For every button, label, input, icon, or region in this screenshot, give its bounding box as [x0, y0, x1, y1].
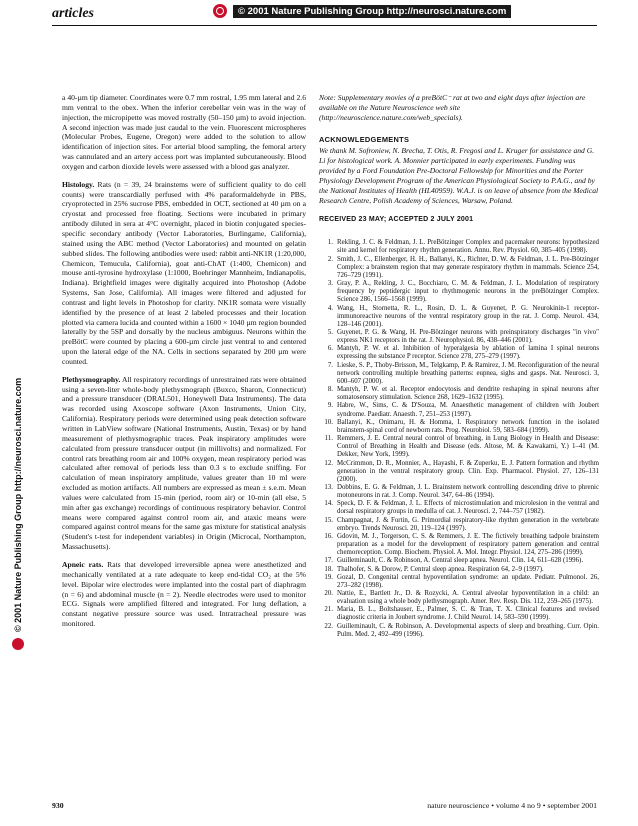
reference-number: 13.	[324, 483, 333, 491]
histology-paragraph	[62, 180, 306, 367]
reference-item	[319, 574, 599, 590]
apneic-rats-text: Rats that developed irreversible apnea were anesthetized and mechanically ventilated at a rate adequate to keep end-tidal CO₂ at the 5% level. Bipolar wire electrodes were implanted into the costal part of diaphragm (n = 6) and abdominal muscle (n = 2). Needle electrodes were used to monitor ECG. Signals were amplified filtered and integrated. For lung deflation, a constant negative pressure source was used. Intratracheal pressure was monitored.	[62, 559, 306, 629]
apneic-rats-heading: Apneic rats.	[62, 559, 104, 569]
reference-item	[319, 606, 599, 622]
reference-number: 2.	[327, 255, 333, 263]
reference-text: Guilleminault, C. & Robinson, A. Central sleep apnea. Neurol. Clin. 14, 611–628 (1996).	[337, 557, 584, 565]
reference-number: 8.	[327, 386, 333, 394]
supplementary-note: Note: Supplementary movies of a preBötC⁻ rat at two and eight days after injection are available on the Nature Neuroscience web site (http://neuroscience.nature.com/web_specials).	[319, 93, 586, 122]
reference-text: Guyenet, P. G. & Wang, H. Pre-Bötzinger neurons with preinspiratory discharges "in vivo" express NK1 receptors in the rat. J. Neurophysiol. 86, 438–446 (2001).	[337, 329, 599, 345]
reference-number: 7.	[327, 361, 333, 369]
histology-text: Rats (n = 39, 24 brainstems were of sufficient quality to do cell counts) were transcardially perfused with 4% paraformaldehyde in PBS, cryoprotected in 25% sucrose PBS, embedded in OCT, sectioned at 40 µm on a cryostat and processed free floating. Sections were incubated in primary antibody diluted in sera at 4°C overnight, placed in biotin conjugated species-specific secondary antibody (Vector Laboratories, Burlingame, California), stained using the ABC method (Vector Laboratories) and mounted on gelatin subbed slides. The following antibodies were used: rabbit anti-NK1R (1:20,000, Chemicon, Temucula, California), goat anti-ChAT (1:400, Chemicon) and mouse anti-tyrosine hydroxylase (1:1000, Boehringer Mannheim, Indianapolis, Indiana). Brightfield images were digitally acquired into Photoshop (Adobe Systems, San Jose, California). All images were filtered and adjusted for contrast and light levels in Photoshop for clarity. NK1R somata were visually identified by the presence of at least 2 labeled processes and their location plotted via camera lucida and counted within a 1600 × 1040 µm region bounded laterally by the 5SP and dorsally by the nucleus ambiguus. Neurons within the preBötC were counted by placing a 600-µm circle just ventral to and centered upon the lateral edge of the NA. Cells in sections separated by 200 µm were counted.	[62, 179, 306, 366]
plethysmography-heading: Plethysmography.	[62, 374, 121, 384]
reference-number: 16.	[324, 532, 333, 540]
reference-text: Lieske, S. P., Thoby-Brisson, M., Telgkamp, P. & Ramirez, J. M. Reconfiguration of the neural network controlling multiple breathing patterns: eupnea, sighs and gasps. Nat. Neurosci. 3, 600–607 (2000).	[337, 361, 599, 385]
header-rule	[52, 25, 597, 26]
right-column	[319, 93, 599, 639]
reference-item	[319, 500, 599, 516]
reference-number: 22.	[324, 622, 333, 630]
reference-number: 15.	[324, 516, 333, 524]
reference-text: Nattie, E., Bartlett Jr., D. & Rozycki, A. Central alveolar hypoventilation in a child: an evaluation using a whole body plethysmograph. Amer. Rev. Resp. Dis. 112, 259–265 (1975).	[337, 590, 599, 606]
reference-text: Champagnat, J. & Fortin, G. Primordial respiratory-like rhythm generation in the vertebrate embryo. Trends Neurosci. 20, 119–124 (1997).	[337, 516, 599, 532]
reference-text: Guilleminault, C. & Robinson, A. Developmental aspects of sleep and breathing. Curr. Opin. Pulm. Med. 2, 492–499 (1996).	[337, 622, 599, 638]
histology-heading: Histology.	[62, 179, 95, 189]
reference-number: 18.	[324, 565, 333, 573]
reference-number: 1.	[327, 239, 333, 247]
section-label: articles	[52, 6, 94, 21]
reference-item	[319, 557, 599, 565]
reference-number: 4.	[327, 304, 333, 312]
reference-number: 17.	[324, 557, 333, 565]
reference-number: 3.	[327, 280, 333, 288]
reference-text: Rekling, J. C. & Feldman, J. L. PreBötzinger Complex and pacemaker neurons: hypothesized site and kernel for respiratory rhythm generation. Annu. Rev. Physiol. 60, 385–405 (1998).	[337, 239, 599, 255]
reference-item	[319, 623, 599, 639]
npg-side-logo-icon	[12, 638, 24, 650]
received-accepted-dates: RECEIVED 23 MAY; ACCEPTED 2 JULY 2001	[319, 216, 474, 224]
reference-item	[319, 280, 599, 304]
acknowledgements-heading: ACKNOWLEDGEMENTS	[319, 134, 410, 144]
copyright-strip	[213, 3, 511, 19]
acknowledgements-text: We thank M. Sofroniew, N. Brecha, T. Otis, R. Fregosi and L. Kruger for assistance and G. Li for histological work. A. Monnier participated in early experiments. Funding was provided by a Ford Foundation Pre-Doctoral Fellowship for Minorities and the Porter Physiology Development Program of the American Physiological Society to P.A.G., and by the National Institutes of Health (HL40959). W.A.J. is on leave of absence from the Medical Research Centre, Polish Academy of Sciences, Warsaw, Poland.	[319, 146, 599, 205]
reference-text: Wang, H., Stornetta, R. L., Rosin, D. L. & Guyenet, P. G. Neurokinin-1 receptor-immunoreactive neurons of the ventral respiratory group in the rat. J. Comp. Neurol. 434, 128–146 (2001).	[337, 304, 599, 328]
reference-text: Gozal, D. Congenital central hypoventilation syndrome: an update. Pediatr. Pulmonol. 26, 273–282 (1998).	[337, 573, 599, 589]
reference-number: 11.	[324, 435, 333, 443]
reference-text: Gdovin, M. J., Torgerson, C. S. & Remmers, J. E. The fictively breathing tadpole brainstem preparation as a model for the development of respiratory pattern generation and central chemoreception. Comp. Biochem. Physiol. A. Mol. Integr. Physiol. 124, 275–286 (1999).	[337, 532, 599, 557]
npg-logo-icon	[213, 4, 227, 18]
reference-number: 10.	[324, 418, 333, 426]
reference-number: 6.	[327, 345, 333, 353]
reference-number: 5.	[327, 329, 333, 336]
plethysmography-paragraph	[62, 375, 306, 552]
reference-item	[319, 362, 599, 386]
reference-item	[319, 517, 599, 533]
side-banner-text: © 2001 Nature Publishing Group http://neurosci.nature.com	[13, 377, 23, 632]
side-banner	[4, 150, 23, 650]
reference-number: 12.	[324, 459, 333, 467]
reference-number: 19.	[324, 573, 333, 581]
reference-item	[319, 484, 599, 500]
reference-item	[319, 566, 599, 574]
reference-text: Ballanyi, K., Onimaru, H. & Homma, I. Respiratory network function in the isolated brainstem-spinal cord of newborn rats. Prog. Neurobiol. 59, 583–684 (1999).	[337, 418, 599, 434]
reference-item	[319, 533, 599, 557]
plethysmography-text: All respiratory recordings of unrestrained rats were obtained using a seven-liter whole-body plethysmograph (Buxco, Sharon, Connecticut) and a pressure transducer (DRAL501, Honeywell Data Instruments). The data was recorded using Axoscope software (Axon Instruments, Union City, California). Respiratory periods were determined using peak detection software written in LabView software (National Instruments, Austin, Texas) or by hand measurement of plethysmographic traces. Peak inspiratory amplitudes were calculated from pressure transducer output (in millivolts) and normalized. For control rats breathing room air and 100% oxygen, mean respiratory period was calculated after removal of periods less than 0.3 s to exclude sniffing. For calculation of mean inspiratory amplitude, values greater than 10 ml were excluded as motion artifacts. All numbers are expressed as mean ± s.e.m. Mean values were calculated from 15-min (period, room air) or 10-min (all else, 5 min after gas exchange) recordings of continuous respiratory behavior. Control means were compared against control room air, and ataxic means were compared against control means for the same gas mixture for statistical analysis (Student's t-test for independent variables) in Origin (Microcal, Northampton, Massachusetts).	[62, 374, 306, 552]
reference-number: 9.	[327, 402, 333, 410]
reference-item	[319, 329, 599, 345]
reference-item	[319, 345, 599, 361]
reference-item	[319, 460, 599, 484]
reference-text: Smith, J. C., Ellenberger, H. H., Ballanyi, K., Richter, D. W. & Feldman, J. L. Pre-Bötzinger Complex: a brainstem region that may generate respiratory rhythm in mammals. Science 254, 726–729 (1991).	[337, 255, 599, 279]
apneic-rats-paragraph	[62, 560, 306, 629]
reference-text: Speck, D. F. & Feldman, J. L. Effects of microstimulation and microlesion in the ventral and dorsal respiratory groups in medulla of cat. J. Neurosci. 2, 744–757 (1982).	[337, 500, 599, 516]
reference-text: Remmers, J. E. Central neural control of breathing, in Lung Biology in Health and Disease: Control of Breathing in Health and Disease (eds. Altose, M. & Kawakami, Y.) 1–41 (M. Dekker, New York, 1999).	[337, 435, 599, 459]
reference-number: 21.	[324, 606, 333, 614]
journal-info: nature neuroscience • volume 4 no 9 • september 2001	[427, 801, 597, 810]
reference-item	[319, 435, 599, 459]
reference-item	[319, 419, 599, 435]
reference-item	[319, 239, 599, 255]
reference-number: 20.	[324, 590, 333, 597]
reference-text: Mantyh, P. W. et al. Receptor endocytosis and dendrite reshaping in spinal neurons after somatosensory stimulation. Science 268, 1629–1632 (1995).	[337, 386, 599, 402]
page-number: 930	[52, 801, 64, 810]
reference-list	[319, 239, 599, 639]
reference-text: Gray, P. A., Rekling, J. C., Bocchiaro, C. M. & Feldman, J. L. Modulation of respiratory frequency by peptidergic input to rhythmogenic neurons in the preBötzinger Complex. Science 286, 1566–1568 (1999).	[337, 280, 599, 304]
copyright-text: © 2001 Nature Publishing Group http://neurosci.nature.com	[233, 5, 511, 18]
reference-number: 14.	[324, 500, 333, 508]
reference-text: Thalhofer, S. & Dorow, P. Central sleep apnea. Respiration 64, 2–9 (1997).	[337, 565, 544, 573]
reference-item	[319, 256, 599, 280]
reference-text: Mantyh, P. W. et al. Inhibition of hyperalgesia by ablation of lamina I spinal neurons expressing the substance P receptor. Science 278, 275–279 (1997).	[337, 345, 599, 361]
reference-text: Maria, B. L., Boltshauser, E., Palmer, S. C. & Tran, T. X. Clinical features and revised diagnostic criteria in Joubert syndrome. J. Child Neurol. 14, 583–590 (1999).	[337, 606, 599, 622]
reference-item	[319, 402, 599, 418]
reference-item	[319, 305, 599, 329]
reference-text: McCrimmon, D. R., Monnier, A., Hayashi, F. & Zuperku, E. J. Pattern formation and rhythm generation in the ventral respiratory group. Clin. Exp. Pharmacol. Physiol. 27, 126–131 (2000).	[337, 459, 599, 483]
reference-item	[319, 590, 599, 606]
reference-item	[319, 386, 599, 402]
reference-text: Habre, W., Sims, C. & D'Souza, M. Anaesthetic management of children with Joubert syndrome. Paediatr. Anaesth. 7, 251–253 (1997).	[337, 402, 599, 418]
methods-intro-paragraph: a 40-µm tip diameter. Coordinates were 0.7 mm rostral, 1.95 mm lateral and 2.6 mm ventral to the obex. When the inferior cerebellar vein was in the way of injection, the micropipette was moved rostrally (50–150 µm) to avoid injection. A second injection was made just caudal to the vein. Fluorescent microspheres (Molecular Probes, Eugene, Oregon) were added to the solution to allow identification of injection sites. For arterial blood sampling, the femoral artery was cannulated and an artery access port was implanted subcutaneously. Blood oxygen and carbon dioxide levels were assessed with a blood gas analyzer.	[62, 93, 306, 171]
page-header	[0, 0, 638, 30]
reference-text: Dobbins, E. G. & Feldman, J. L. Brainstem network controlling descending drive to phrenic motoneurons in rat. J. Comp. Neurol. 347, 64–86 (1994).	[337, 483, 599, 500]
left-column	[62, 93, 306, 637]
